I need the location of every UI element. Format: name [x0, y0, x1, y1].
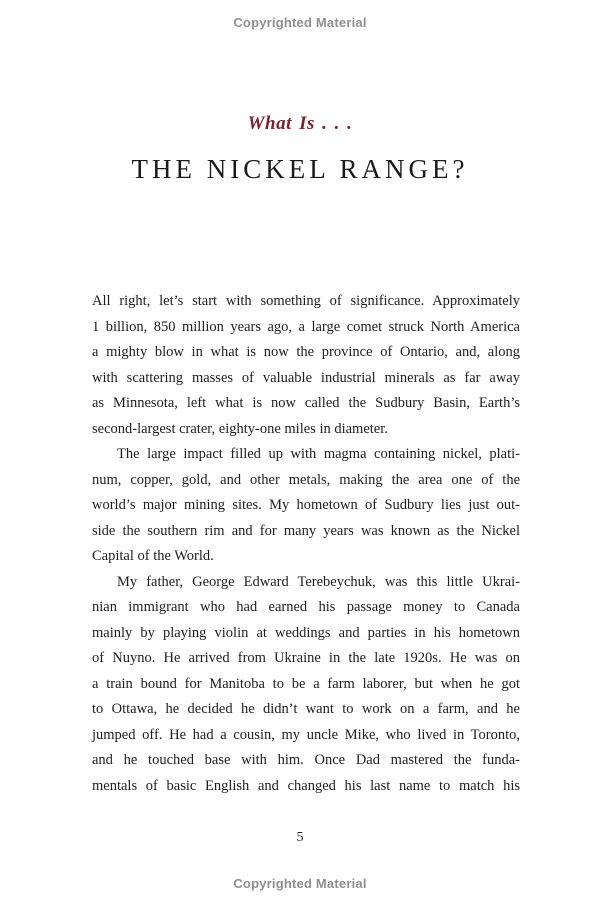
body-line: and he touched base with him. Once Dad mastered the funda- [92, 752, 520, 768]
body-line: world’s major mining sites. My hometown of Sudbury lies just out- [92, 497, 520, 513]
body-line: num, copper, gold, and other metals, making the area one of the [92, 471, 520, 488]
body-line: as Minnesota, left what is now called the Sudbury Basin, Earth’s [92, 395, 520, 411]
body-line: with scattering masses of valuable industrial minerals as far away [92, 369, 520, 386]
body-line: to Ottawa, he decided he didn’t want to work on a farm, and he [92, 701, 520, 717]
body-line: mainly by playing violin at weddings and parties in his hometown [92, 624, 520, 641]
body-line: of Nuyno. He arrived from Ukraine in the late 1920s. He was on [92, 650, 520, 666]
copyright-notice-top: Copyrighted Material [233, 15, 367, 30]
chapter-kicker: What Is . . . [247, 113, 353, 134]
page-number: 5 [296, 830, 304, 845]
chapter-title: THE NICKEL RANGE? [131, 154, 469, 184]
body-line: side the southern rim and for many years was known as the Nickel [92, 522, 520, 539]
body-line: nian immigrant who had earned his passage money to Canada [92, 599, 520, 615]
copyright-notice-bottom: Copyrighted Material [233, 876, 367, 891]
body-text [92, 289, 520, 799]
body-line: Capital of the World. [92, 548, 214, 564]
body-line: My father, George Edward Terebeychuk, was this little Ukrai- [117, 573, 520, 590]
body-line: a mighty blow in what is now the province of Ontario, and, along [92, 344, 520, 360]
body-line: second-largest crater, eighty-one miles in diameter. [92, 420, 388, 437]
body-line: mentals of basic English and changed his last name to match his [92, 777, 520, 794]
body-line: a train bound for Manitoba to be a farm laborer, but when he got [92, 675, 520, 692]
body-line: jumped off. He had a cousin, my uncle Mike, who lived in Toronto, [92, 726, 520, 743]
body-line: 1 billion, 850 million years ago, a large comet struck North America [92, 318, 520, 335]
body-line: All right, let’s start with something of significance. Approximately [92, 293, 520, 309]
body-line: The large impact filled up with magma containing nickel, plati- [117, 446, 520, 462]
